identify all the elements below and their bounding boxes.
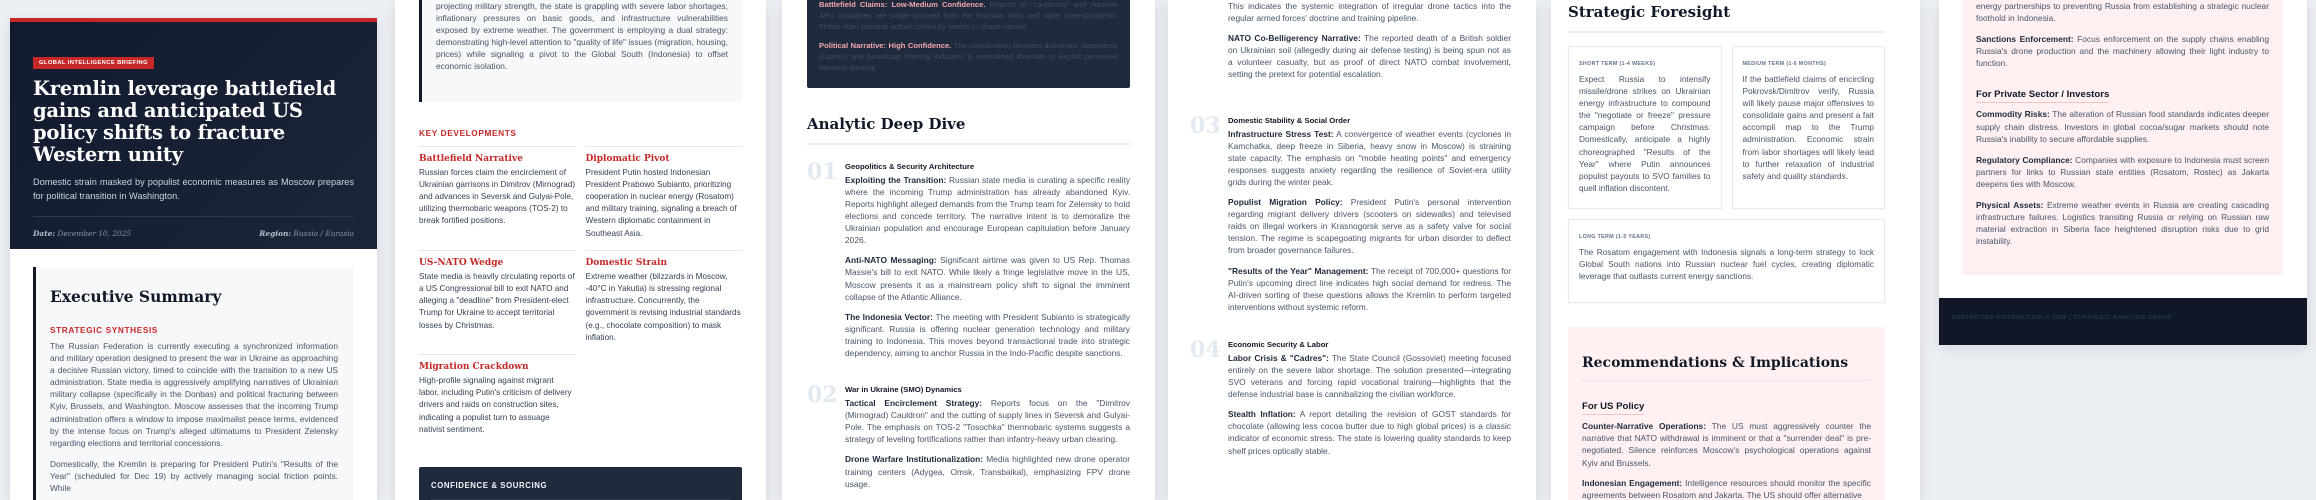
development-item <box>419 146 576 240</box>
key-developments-label: KEY DEVELOPMENTS <box>419 127 517 138</box>
recommendation-label: Counter-Narrative Operations: <box>1582 421 1707 432</box>
recommendation-item <box>1976 199 2269 247</box>
confidence-sourcing-box <box>419 467 742 500</box>
briefing-meta <box>33 216 354 238</box>
deep-dive-section-02-continued <box>1190 0 1511 81</box>
foresight-card-medium-term <box>1732 46 1886 209</box>
deep-dive-section-03 <box>1190 112 1511 313</box>
executive-summary-title: Executive Summary <box>50 287 222 306</box>
page-panel-5 <box>1551 0 1920 500</box>
recommendation-item <box>1976 154 2269 190</box>
foresight-text: If the battlefield claims of encircling Pokrovsk/Dimitrov verify, Russia will likely pause major offensives to consolidate gains and present a fait accompli map to the Trump administration. Economic strain from labor shortages will likely lead to further relaxation of industrial safety and quality standards. <box>1742 74 1874 181</box>
confidence-item <box>819 0 1118 32</box>
section-number: 03 <box>1190 112 1221 139</box>
paragraph-label: Drone Warfare Institutionalization: <box>845 454 984 465</box>
page-panel-3 <box>782 0 1155 500</box>
page-panel-4 <box>1168 0 1536 500</box>
development-title: US-NATO Wedge <box>419 257 504 268</box>
section-number: 02 <box>807 382 838 409</box>
key-developments-grid <box>419 146 742 446</box>
paragraph-label: The Indonesia Vector: <box>845 311 933 322</box>
deep-dive-section-01 <box>807 158 1131 359</box>
development-text: State media is heavily circulating reports of a US Congressional bill to exit NATO and alleging a "deadline" from President-elect Trump for Ukraine to accept territorial losses by Christmas. <box>419 271 575 330</box>
section-content <box>845 162 1130 359</box>
development-item <box>419 354 576 436</box>
recommendations-title: Recommendations & Implications <box>1582 355 1871 381</box>
date-label: Date: <box>33 229 56 238</box>
section-paragraph <box>1228 408 1511 456</box>
development-title: Battlefield Narrative <box>419 153 523 164</box>
confidence-sourcing-continued <box>807 0 1130 88</box>
section-paragraph <box>1228 196 1511 256</box>
recommendation-text: Focus enforcement on the supply chains enabling Russia's drone production and the machinery allowing their light industry to function. <box>1976 34 2269 69</box>
paragraph-label: Infrastructure Stress Test: <box>1228 128 1334 139</box>
paragraph-label: NATO Co-Belligerency Narrative: <box>1228 33 1361 44</box>
briefing-badge: GLOBAL INTELLIGENCE BRIEFING <box>33 57 154 69</box>
summary-paragraph-1: The Russian Federation is currently executing a synchronized information and military operation designed to present the war in Ukraine as approaching a decisive Russian victory, timed to coincide with the transition to a new US administration. State media is aggressively amplifying narratives of Ukrainian military collapse (specifically in the Donbas) and political fracturing between Kyiv, Brussels, and Washington. Moscow assesses that the incoming Trump administration offers a window to impose maximalist peace terms, evidenced by the intense focus on Trump's alleged ultimatums to President Zelensky regarding elections and territorial concessions. <box>50 341 338 448</box>
recommendation-label: Indonesian Engagement: <box>1582 477 1683 488</box>
recommendation-label: Sanctions Enforcement: <box>1976 34 2074 45</box>
executive-summary <box>33 267 354 500</box>
us-policy-heading: For US Policy <box>1582 401 1644 415</box>
paragraph-label: Tactical Encirclement Strategy: <box>845 398 983 409</box>
foresight-card-long-term <box>1568 219 1885 303</box>
page-title: Kremlin leverage battlefield gains and anticipated US policy shifts to fracture Western unity <box>33 77 337 166</box>
section-paragraph <box>845 453 1130 489</box>
recommendation-label: Commodity Risks: <box>1976 109 2050 120</box>
development-text: High-profile signaling against migrant labor, including Putin's criticism of delivery drivers and raids on construction sites, indicating a populist turn to assuage nativist sentiment. <box>419 376 572 434</box>
page-panel-6 <box>1939 0 2307 345</box>
foresight-text: The Rosatom engagement with Indonesia signals a long-term strategy to lock Global South nations into Russian nuclear fuel cycles, creating diplomatic leverage that outlasts current energy sanctions. <box>1579 246 1874 282</box>
foresight-term-label: LONG TERM (1-5 YEARS) <box>1579 233 1651 240</box>
recommendations-continued <box>1962 0 2283 275</box>
section-paragraph <box>845 174 1130 247</box>
page-subtitle: Domestic strain masked by populist economic measures as Moscow prepares for political transition in Washington. <box>33 177 354 201</box>
date-meta <box>33 229 131 238</box>
section-paragraph <box>1228 32 1511 80</box>
recommendation-item <box>1582 420 1871 468</box>
development-text: President Putin hosted Indonesian President Prabowo Subianto, prioritizing cooperation in nuclear energy (Rosatom) and military training, signaling a breach of Western diplomatic containment in Southeast Asia. <box>585 167 737 238</box>
paragraph-label: "Results of the Year" Management: <box>1228 265 1369 276</box>
summary-paragraph-2: Domestically, the Kremlin is preparing for President Putin's "Results of the Year" (scheduled for Dec 19) by actively managing social friction points. While <box>50 458 338 494</box>
summary-paragraph-2-continued: projecting military strength, the state is grappling with severe labor shortages, inflationary pressures on basic goods, and infrastructure vulnerabilities exposed by extreme weather. The government is employing a dual strategy: demonstrating high-level attention to "quality of life" issues (migration, housing, prices) while signaling a pivot to the Global South (Indonesia) to offset economic isolation. <box>436 1 728 72</box>
foresight-card-short-term <box>1568 46 1722 209</box>
region-value: Russia / Eurasia <box>293 229 354 238</box>
development-item <box>586 250 743 344</box>
paragraph-label: Exploiting the Transition: <box>845 174 947 185</box>
recommendation-text: Intelligence resources should monitor the specific agreements between Rosatom and Jakarta. The US should offer alternative <box>1582 477 1871 500</box>
paragraph-text: The meeting with President Subianto is strategically significant. Russia is offering nuclear generation technology and military training to Indonesia. This moves beyond transactional trade into strategic dependency, aiming to anchor Russia in the Indo-Pacific despite sanctions. <box>845 311 1130 358</box>
recommendation-item <box>1976 33 2269 69</box>
recommendation-label: Regulatory Compliance: <box>1976 154 2073 165</box>
hero-header <box>10 18 377 249</box>
recommendation-text: Companies with exposure to Indonesia must screen partners for links to Russian state entities (Rosatom, Rostec) as Jakarta deepens ties with Moscow. <box>1976 154 2269 189</box>
section-title: Economic Security & Labor <box>1228 339 1329 349</box>
paragraph-text: A convergence of weather events (cyclones in Kamchatka, deep freeze in Siberia, heavy snow in Moscow) is straining state capacity. The emphasis on "mobile heating points" and emergency responses suggests anxiety regarding the resilience of Soviet-era utility grids during the winter peak. <box>1228 128 1511 187</box>
development-text: Russian forces claim the encirclement of Ukrainian garrisons in Dimitrov (Mirnograd) and advances in Seversk and Gulyai-Pole, utilizing thermobaric weapons (TOS-2) to break fortified positions. <box>419 167 576 226</box>
section-content <box>845 385 1130 490</box>
section-number: 01 <box>807 158 838 185</box>
section-paragraph <box>845 397 1130 445</box>
strategic-synthesis-label: STRATEGIC SYNTHESIS <box>50 325 159 335</box>
executive-summary-continued <box>419 0 742 102</box>
confidence-text: The coordination between diplomatic statements (Lavrov) and broadcast framing indicates a centralized directive to exploit perceived Western disunity. <box>819 41 1118 72</box>
section-content <box>1228 0 1511 81</box>
page-panel-2 <box>395 0 766 500</box>
development-title: Diplomatic Pivot <box>585 153 670 164</box>
confidence-label: Battlefield Claims: Low-Medium Confidence. <box>819 0 986 9</box>
confidence-label: Political Narrative: High Confidence. <box>819 41 952 51</box>
paragraph-text: Significant airtime was given to US Rep. Thomas Massie's bill to exit NATO. While likely a fringe legislative move in the US, Moscow presents it as a mainstream policy shift to signal the imminent collapse of the Atlantic Alliance. <box>845 255 1130 302</box>
foresight-term-label: SHORT TERM (1-4 WEEKS) <box>1579 61 1656 67</box>
recommendation-item <box>1582 477 1871 500</box>
private-sector-heading: For Private Sector / Investors <box>1976 89 2109 103</box>
confidence-item <box>819 41 1118 73</box>
strategic-foresight-title: Strategic Foresight <box>1568 0 1885 33</box>
paragraph-label: Labor Crisis & "Cadres": <box>1228 352 1329 363</box>
development-text: Extreme weather (blizzards in Moscow, -40°C in Yakutia) is stressing regional infrastructure. Concurrently, the government is revising industrial standards (e.g., chocolate composition) to mask inflation. <box>585 271 741 342</box>
section-title: War in Ukraine (SMO) Dynamics <box>845 385 962 395</box>
paragraph-label: Populist Migration Policy: <box>1228 197 1343 208</box>
section-paragraph <box>1228 128 1511 188</box>
paragraph-text: Media highlighted new drone operator training centers (Adygea, Omsk, Transbaikal), emphasizing FPV drone usage. <box>845 454 1130 489</box>
development-title: Migration Crackdown <box>419 362 529 372</box>
recommendation-text: The alteration of Russian food standards indicates deeper supply chain distress. Investors in global cocoa/sugar markets should note Russia's inability to secure affordable supplies. <box>1976 109 2269 144</box>
date-value: December 10, 2025 <box>57 229 132 238</box>
page-panel-1 <box>10 18 377 500</box>
region-label: Region: <box>259 229 292 238</box>
section-paragraph-continued: This indicates the systemic integration of irregular drone tactics into the regular armed forces' doctrine and training pipeline. <box>1228 1 1511 24</box>
recommendation-text: The US must aggressively counter the narrative that NATO withdrawal is imminent or that a "surrender deal" is pre-negotiated. Silence reinforces Moscow's psychological operations against Kyiv and Brussels. <box>1582 421 1872 468</box>
recommendation-label: Physical Assets: <box>1976 200 2044 211</box>
paragraph-text: Russian state media is curating a specific reality where the incoming Trump administration has already abandoned Kyiv. Reports highlight alleged demands from the Trump team for Zelensky to hold elections and concede territory. The narrative intent is to demoralize the Ukrainian population and encourage European capitulation before January 2026. <box>845 174 1131 246</box>
section-paragraph <box>845 254 1130 302</box>
foresight-term-label: MEDIUM TERM (1-6 MONTHS) <box>1742 61 1827 67</box>
development-item <box>586 146 743 240</box>
page-footer <box>1939 298 2307 345</box>
section-paragraph <box>845 311 1130 359</box>
section-paragraph <box>1228 352 1511 400</box>
foresight-text: Expect Russia to intensify missile/drone strikes on Ukrainian energy infrastructure to compound the "negotiate or freeze" pressure campaign before Christmas. Domestically, anticipate a highly choreographed "Results of the Year" where Putin announces populist payouts to SVO families to quell inflation discontent. <box>1579 74 1711 193</box>
section-paragraph <box>1228 265 1511 313</box>
paragraph-label: Anti-NATO Messaging: <box>845 255 937 266</box>
development-title: Domestic Strain <box>585 257 668 268</box>
section-number: 04 <box>1190 336 1221 363</box>
section-title: Geopolitics & Security Architecture <box>845 161 975 171</box>
development-item <box>419 250 576 344</box>
section-content <box>1228 116 1511 313</box>
paragraph-text: The reported death of a British soldier on Ukrainian soil (allegedly during air defense testing) is being spun not as a volunteer casualty, but as proof of direct NATO combat involvement, setting the pretext for potential escalation. <box>1228 33 1511 80</box>
recommendation-text: Extreme weather events in Russia are creating cascading infrastructure failures. Logistics transiting Russia or relying on Russian raw material extraction in Siberia face heightened disruption risks due to grid instability. <box>1976 200 2269 247</box>
foresight-grid <box>1568 46 1885 303</box>
paragraph-text: The receipt of 700,000+ questions for Putin's upcoming direct line indicates high social demand for redress. The AI-driven sorting of these questions allows the Kremlin to perform targeted interventions without systemic reform. <box>1228 265 1511 312</box>
section-number-spacer <box>1190 0 1228 81</box>
deep-dive-title: Analytic Deep Dive <box>807 115 1130 145</box>
section-title: Domestic Stability & Social Order <box>1228 115 1351 125</box>
confidence-sourcing-title: CONFIDENCE & SOURCING <box>431 481 730 500</box>
confidence-text: Reports of "cauldrons" and massive AFU casualties are single-sourced from the Russian MoD and state correspondents. These often precede actual control by weeks to shape morale. <box>819 0 1119 31</box>
region-meta <box>259 229 354 238</box>
paragraph-text: A report detailing the revision of GOST standards for chocolate (allowing less cocoa butter due to high global prices) is a classic indicator of economic stress. The state is lowering quality standards to keep shelf prices optically stable. <box>1228 409 1511 456</box>
deep-dive-section-04 <box>1190 336 1511 457</box>
footer-text: RESTRICTED DISTRIBUTION © 2025 | STRATEGIC ANALYSIS GROUP <box>1952 315 2172 321</box>
paragraph-label: Stealth Inflation: <box>1228 409 1296 420</box>
deep-dive-section-02 <box>807 382 1130 490</box>
section-content <box>1228 340 1511 457</box>
paragraph-text: President Putin's personal intervention regarding migrant delivery drivers (scooters on sidewalks) and televised raids on illegal workers in Krasnogorsk serve as a safety valve for social tension. The regime is scapegoating migrants for urban disorder to deflect from broader governance failures. <box>1228 197 1511 256</box>
recommendations-box <box>1568 327 1885 500</box>
paragraph-text: Reports focus on the "Dimitrov (Mirnograd) Cauldron" and the cutting of supply lines in Seversk and Gulyai-Pole. The emphasis on TOS-2 "Tosochka" thermobaric systems suggests a strategy of leveling fortifications rather than infantry-heavy urban clearing. <box>845 398 1130 445</box>
paragraph-text: The State Council (Gossoviet) meeting focused entirely on the severe labor shortage. The solution presented—integrating SVO veterans and forcing rapid vocational training—highlights that the defense industrial base is cannibalizing the civilian workforce. <box>1228 352 1511 400</box>
recommendation-item <box>1976 108 2269 144</box>
recommendation-item-continued: energy partnerships to preventing Russia from establishing a strategic nuclear foothold in Indonesia. <box>1976 1 2269 24</box>
